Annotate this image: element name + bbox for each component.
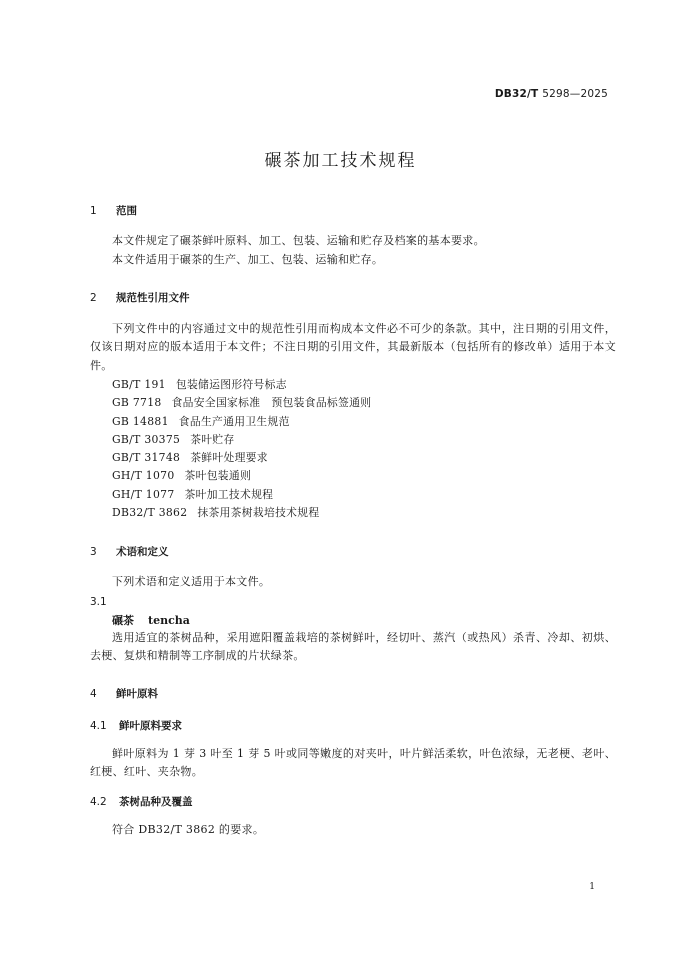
paragraph: 下列术语和定义适用于本文件。 [112,575,271,588]
section-number: 2 [90,292,97,304]
reference-item [112,504,371,522]
subsection-number: 4.1 [90,720,107,732]
reference-item [112,486,371,504]
reference-name: 抹茶用茶树栽培技术规程 [197,506,320,520]
reference-item [112,394,371,412]
reference-code: GH/T 1077 [112,487,175,501]
standard-code [495,88,608,100]
section-2-heading [90,290,190,305]
subsection-title: 鲜叶原料要求 [119,720,182,732]
reference-code: DB32/T 3862 [112,506,188,520]
section-1-heading [90,203,137,218]
section-number: 3 [90,546,97,558]
reference-item [112,376,371,394]
section-title: 范围 [116,205,137,217]
section-title: 鲜叶原料 [116,688,158,700]
reference-name: 茶叶包装通则 [184,469,252,483]
subsection-title: 茶树品种及覆盖 [119,796,193,808]
paragraph: 鲜叶原料为 1 芽 3 叶至 1 芽 5 叶或同等嫩度的对夹叶，叶片鲜活柔软，叶色浓绿，无老梗、老叶、红梗、红叶、夹杂物。 [90,747,616,779]
reference-code: GB/T 191 [112,378,166,391]
term-chinese: 碾茶 [112,614,134,627]
reference-name: 食品安全国家标准 预包装食品标签通则 [171,396,372,410]
reference-name: 茶鲜叶处理要求 [190,451,268,465]
reference-name: 茶叶贮存 [190,432,235,446]
reference-name: 茶叶加工技术规程 [184,487,274,501]
reference-code: GH/T 1070 [112,469,175,483]
normative-references-list [112,376,371,522]
term-number: 3.1 [90,596,107,608]
reference-code: GB 7718 [112,396,162,410]
reference-code: GB/T 30375 [112,432,181,446]
subsection-number: 4.2 [90,796,107,808]
standard-code-number: 5298—2025 [542,88,608,100]
reference-code: GB/T 31748 [112,451,181,465]
subsection-4-1-heading [90,718,182,733]
section-number: 1 [90,205,97,217]
reference-item [112,467,371,485]
section-number: 4 [90,688,97,700]
paragraph: 本文件规定了碾茶鲜叶原料、加工、包装、运输和贮存及档案的基本要求。 [112,234,485,247]
section-3-heading [90,544,169,559]
term-definition: 选用适宜的茶树品种，采用遮阳覆盖栽培的茶树鲜叶，经切叶、蒸汽（或热风）杀青、冷却、初烘、去梗、复烘和精制等工序制成的片状绿茶。 [90,631,616,663]
reference-item [112,449,371,467]
paragraph: 符合 DB32/T 3862 的要求。 [112,823,265,836]
section-4-heading [90,686,158,701]
paragraph: 下列文件中的内容通过文中的规范性引用而构成本文件必不可少的条款。其中，注日期的引用文件，仅该日期对应的版本适用于本文件；不注日期的引用文件，其最新版本（包括所有的修改单）适用于本文件。 [90,322,616,372]
subsection-4-2-heading [90,794,193,809]
reference-code: GB 14881 [112,414,169,428]
reference-item [112,431,371,449]
term-english: tencha [148,614,190,627]
reference-name: 包装储运图形符号标志 [175,378,287,391]
standard-code-prefix: DB32/T [494,88,539,100]
section-title: 术语和定义 [116,546,169,558]
section-title: 规范性引用文件 [116,292,190,304]
term-entry [112,612,190,628]
reference-item [112,413,371,431]
document-title: 碾茶加工技术规程 [264,151,417,171]
paragraph: 本文件适用于碾茶的生产、加工、包装、运输和贮存。 [112,253,384,266]
page-number: 1 [589,882,595,892]
reference-name: 食品生产通用卫生规范 [178,414,290,428]
